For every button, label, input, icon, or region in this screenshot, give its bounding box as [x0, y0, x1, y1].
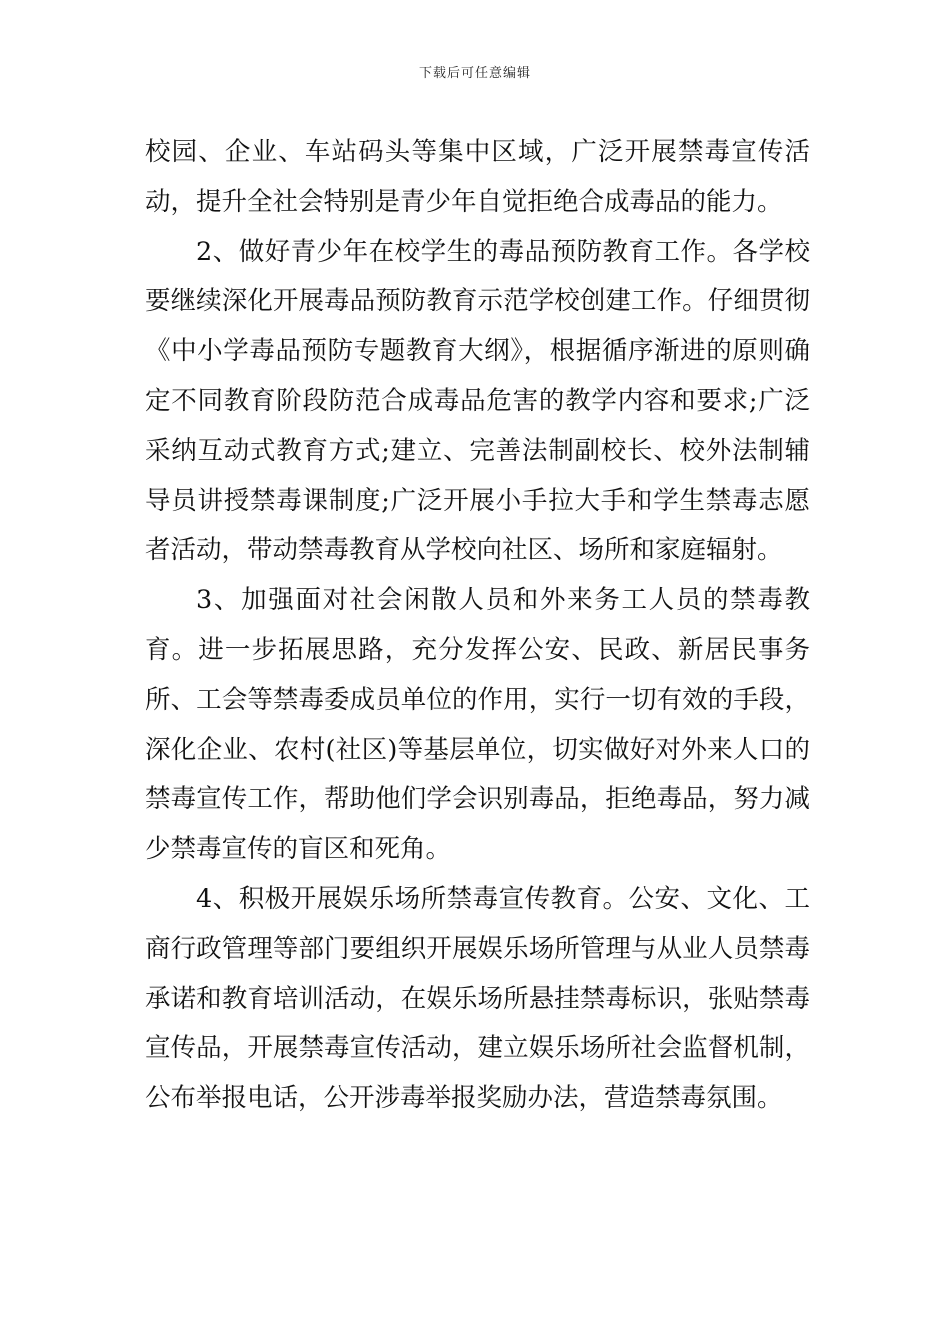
paragraph-item-2: 2、做好青少年在校学生的毒品预防教育工作。各学校要继续深化开展毒品预防教育示范学校创建工作。仔细贯彻《中小学毒品预防专题教育大纲》，根据循序渐进的原则确定不同教育阶段防范合成毒品危害的教学内容和要求;广泛采纳互动式教育方式;建立、完善法制副校长、校外法制辅导员讲授禁毒课制度;广泛开展小手拉大手和学生禁毒志愿者活动，带动禁毒教育从学校向社区、场所和家庭辐射。	[145, 236, 810, 566]
document-body	[145, 128, 810, 1124]
paragraph-item-4: 4、积极开展娱乐场所禁毒宣传教育。公安、文化、工商行政管理等部门要组织开展娱乐场所管理与从业人员禁毒承诺和教育培训活动，在娱乐场所悬挂禁毒标识，张贴禁毒宣传品，开展禁毒宣传活动，建立娱乐场所社会监督机制，公布举报电话，公开涉毒举报奖励办法，营造禁毒氛围。	[145, 883, 810, 1114]
paragraph-item-3: 3、加强面对社会闲散人员和外来务工人员的禁毒教育。进一步拓展思路，充分发挥公安、民政、新居民事务所、工会等禁毒委成员单位的作用，实行一切有效的手段，深化企业、农村(社区)等基层单位，切实做好对外来人口的禁毒宣传工作，帮助他们学会识别毒品，拒绝毒品，努力减少禁毒宣传的盲区和死角。	[145, 585, 810, 865]
paragraph-continuation: 校园、企业、车站码头等集中区域，广泛开展禁毒宣传活动，提升全社会特别是青少年自觉拒绝合成毒品的能力。	[145, 137, 810, 217]
header-note: 下载后可任意编辑	[418, 66, 531, 81]
